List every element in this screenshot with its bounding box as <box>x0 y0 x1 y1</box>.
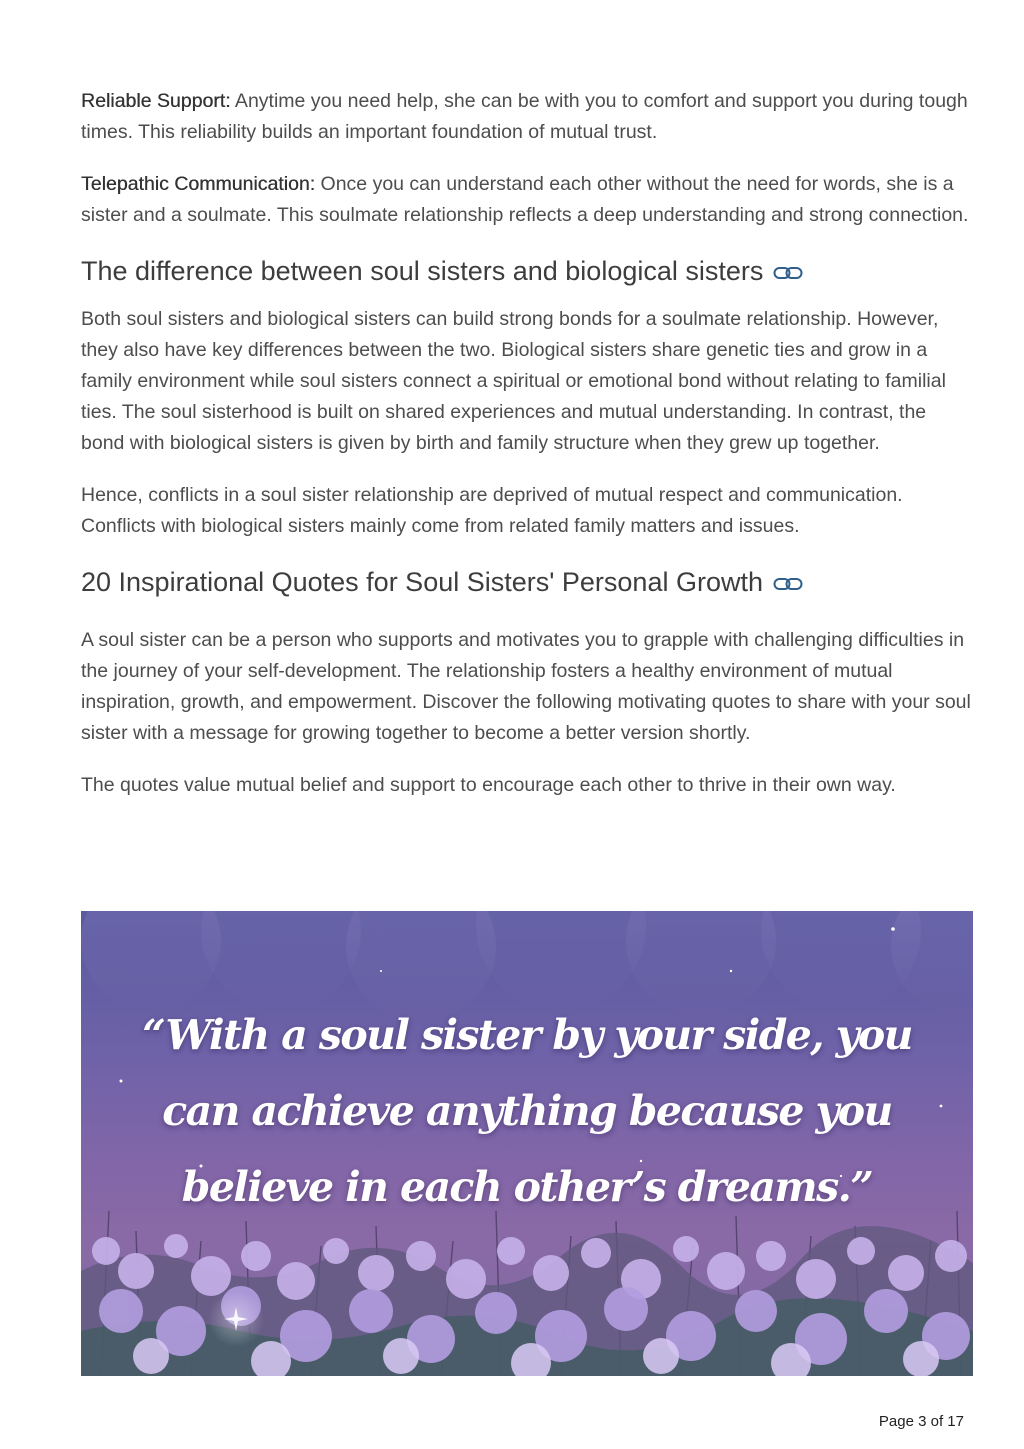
heading-quotes <box>81 563 973 601</box>
quote-text: “With a soul sister by your side, you can achieve anything because you believe in each other’s dreams.” <box>142 1011 912 1211</box>
text-telepathic-communication: Once you can understand each other without the need for words, she is a sister and a soulmate. This soulmate relationship reflects a deep understanding and strong connection. <box>81 173 969 226</box>
heading-quotes-text: 20 Inspirational Quotes for Soul Sisters' Personal Growth <box>81 567 763 597</box>
heading-difference <box>81 252 973 290</box>
term-reliable-support: Reliable Support: <box>81 90 231 112</box>
paragraph-reliable-support <box>81 86 973 148</box>
paragraph-quotes-1: A soul sister can be a person who supports and motivates you to grapple with challenging difficulties in the journey of your self-development. The relationship fosters a healthy environment of mutual inspiration, growth, and empowerment. Discover the following motivating quotes to share with your soul sister with a message for growing together to become a better version shortly. <box>81 629 971 744</box>
text-reliable-support: Anytime you need help, she can be with you to comfort and support you during tough times. This reliability builds an important foundation of mutual trust. <box>81 90 968 143</box>
paragraph-telepathic-communication <box>81 169 973 231</box>
anchor-link-icon[interactable] <box>773 266 803 280</box>
article-body <box>81 86 973 822</box>
page-number: Page 3 of 17 <box>878 1413 964 1430</box>
quote-image <box>81 911 973 1376</box>
anchor-link-icon[interactable] <box>773 577 803 591</box>
paragraph-difference-2: Hence, conflicts in a soul sister relationship are deprived of mutual respect and communication. Conflicts with biological sisters mainly come from related family matters and issues. <box>81 484 903 537</box>
paragraph-quotes-2: The quotes value mutual belief and support to encourage each other to thrive in their own way. <box>81 774 896 796</box>
heading-difference-text: The difference between soul sisters and biological sisters <box>81 256 764 286</box>
term-telepathic-communication: Telepathic Communication: <box>81 173 316 195</box>
paragraph-difference-1: Both soul sisters and biological sisters can build strong bonds for a soulmate relationship. However, they also have key differences between the two. Biological sisters share genetic ties and grow in a family environment while soul sisters connect a spiritual or emotional bond without relating to familial ties. The soul sisterhood is built on shared experiences and mutual understanding. In contrast, the bond with biological sisters is given by birth and family structure when they grew up together. <box>81 308 946 454</box>
